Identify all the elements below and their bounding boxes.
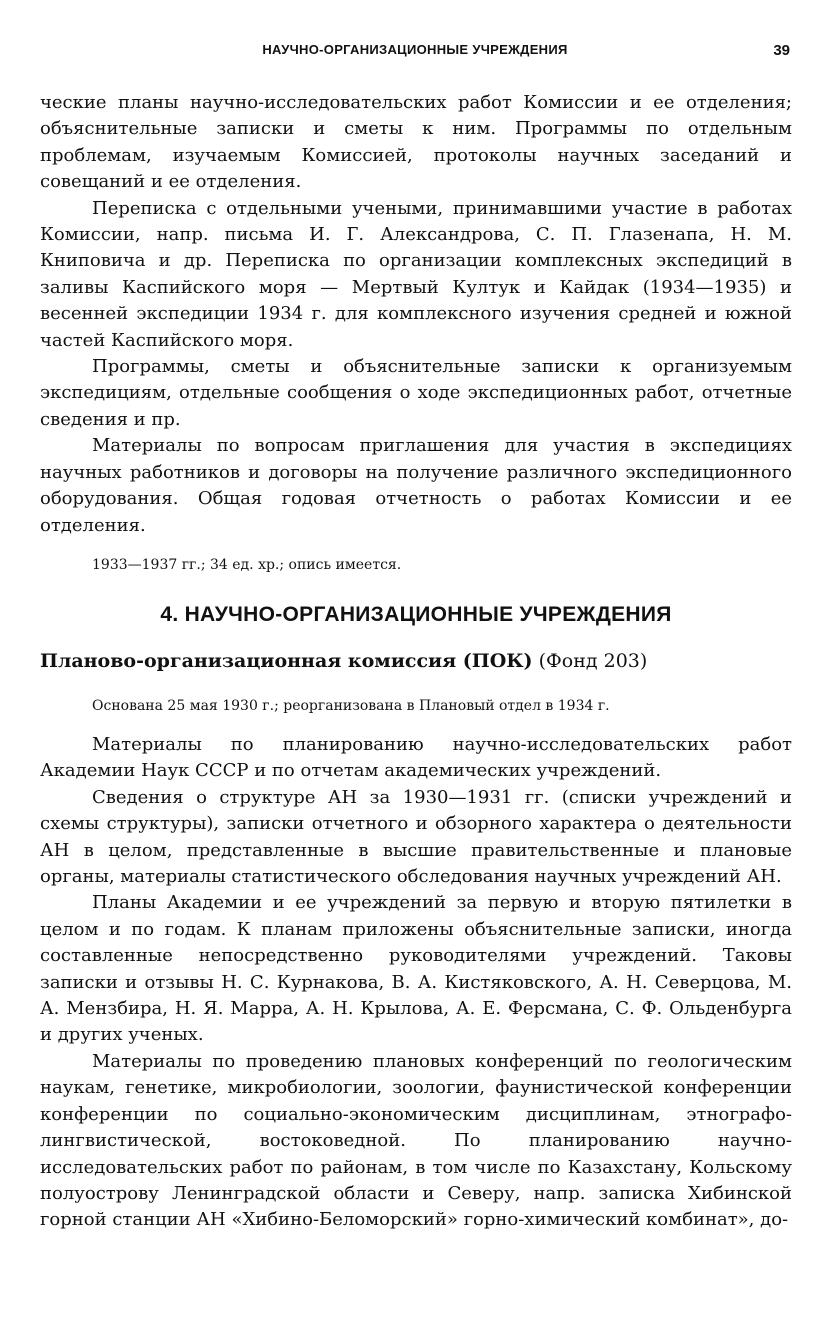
founded-note-block — [40, 696, 792, 716]
paragraph-5: Материалы по планированию научно-исследовательских работ Академии Наук СССР и по отчетам академических учреждений. — [40, 734, 792, 782]
paragraph-1: ческие планы научно-исследовательских работ Комиссии и ее отделения; объяснительные записки и сметы к ним. Программы по отдельным проблемам, изучаемым Комиссией, протоколы научных заседаний и совещаний и ее отделения. — [40, 92, 792, 193]
paragraph-6: Сведения о структуре АН за 1930—1931 гг. (списки учреждений и схемы структуры), записки отчетного и обзорного характера о деятельности АН в целом, представленные в высшие правительственные и плановые органы, материалы статистического обследования научных учреждений АН. — [40, 786, 792, 888]
archive-note-block — [40, 555, 792, 575]
paragraph-4: Материалы по вопросам приглашения для участия в экспедициях научных работников и договоры на получение различного экспедиционного оборудования. Общая годовая отчетность о работах Комиссии и ее отделения. — [40, 435, 792, 536]
paragraph-3: Программы, сметы и объяснительные записки к организуемым экспедициям, отдельные сообщения о ходе экспедиционных работ, отчетные сведения и пр. — [40, 356, 792, 430]
paragraph-8: Материалы по проведению плановых конференций по геологическим наукам, генетике, микробиологии, зоологии, фаунистической конференции конференции по социально-экономическим дисциплинам, этнографо-лингвистической, востоковедной. По планированию научно-исследовательских работ по районам, в том числе по Казахстану, Кольскому полуострову Ленинградской области и Северу, напр. записка Хибинской горной станции АН «Хибино-Беломорский» горно-химический комбинат», до- — [40, 1050, 792, 1231]
founded-note: Основана 25 мая 1930 г.; реорганизована в Плановый отдел в 1934 г. — [92, 698, 610, 714]
archive-note: 1933—1937 гг.; 34 ед. хр.; опись имеется. — [92, 557, 402, 573]
section-heading: 4. НАУЧНО-ОРГАНИЗАЦИОННЫЕ УЧРЕЖДЕНИЯ — [160, 603, 672, 626]
running-title: НАУЧНО-ОРГАНИЗАЦИОННЫЕ УЧРЕЖДЕНИЯ — [262, 42, 568, 57]
fund-title-block — [40, 650, 792, 672]
section-heading-block — [40, 603, 792, 627]
fund-name: Планово-организационная комиссия (ПОК) — [40, 650, 533, 672]
fund-title — [40, 650, 792, 672]
page-header — [40, 42, 790, 64]
page-number: 39 — [773, 42, 790, 59]
paragraph-7: Планы Академии и ее учреждений за первую и вторую пятилетки в целом и по годам. К планам приложены объяснительные записки, иногда составленные непосредственно руководителями учреждений. Таковы записки и отзывы Н. С. Курнакова, В. А. Кистяковского, А. Н. Северцова, М. А. Мензбира, Н. Я. Марра, А. Н. Крылова, А. Е. Ферсмана, С. Ф. Ольденбурга и других ученых. — [40, 892, 792, 1046]
fund-ref: (Фонд 203) — [538, 650, 648, 672]
text-block-bottom — [40, 732, 792, 1234]
paragraph-2: Переписка с отдельными учеными, принимавшими участие в работах Комиссии, напр. письма И. Г. Александрова, С. П. Глазенапа, Н. М. Книповича и др. Переписка по организации комплексных экспедиций в заливы Каспийского моря — Мертвый Култук и Кайдак (1934—1935) и весенней экспедиции 1934 г. для комплексного изучения средней и южной частей Каспийского моря. — [40, 197, 792, 351]
text-block-top — [40, 90, 792, 539]
